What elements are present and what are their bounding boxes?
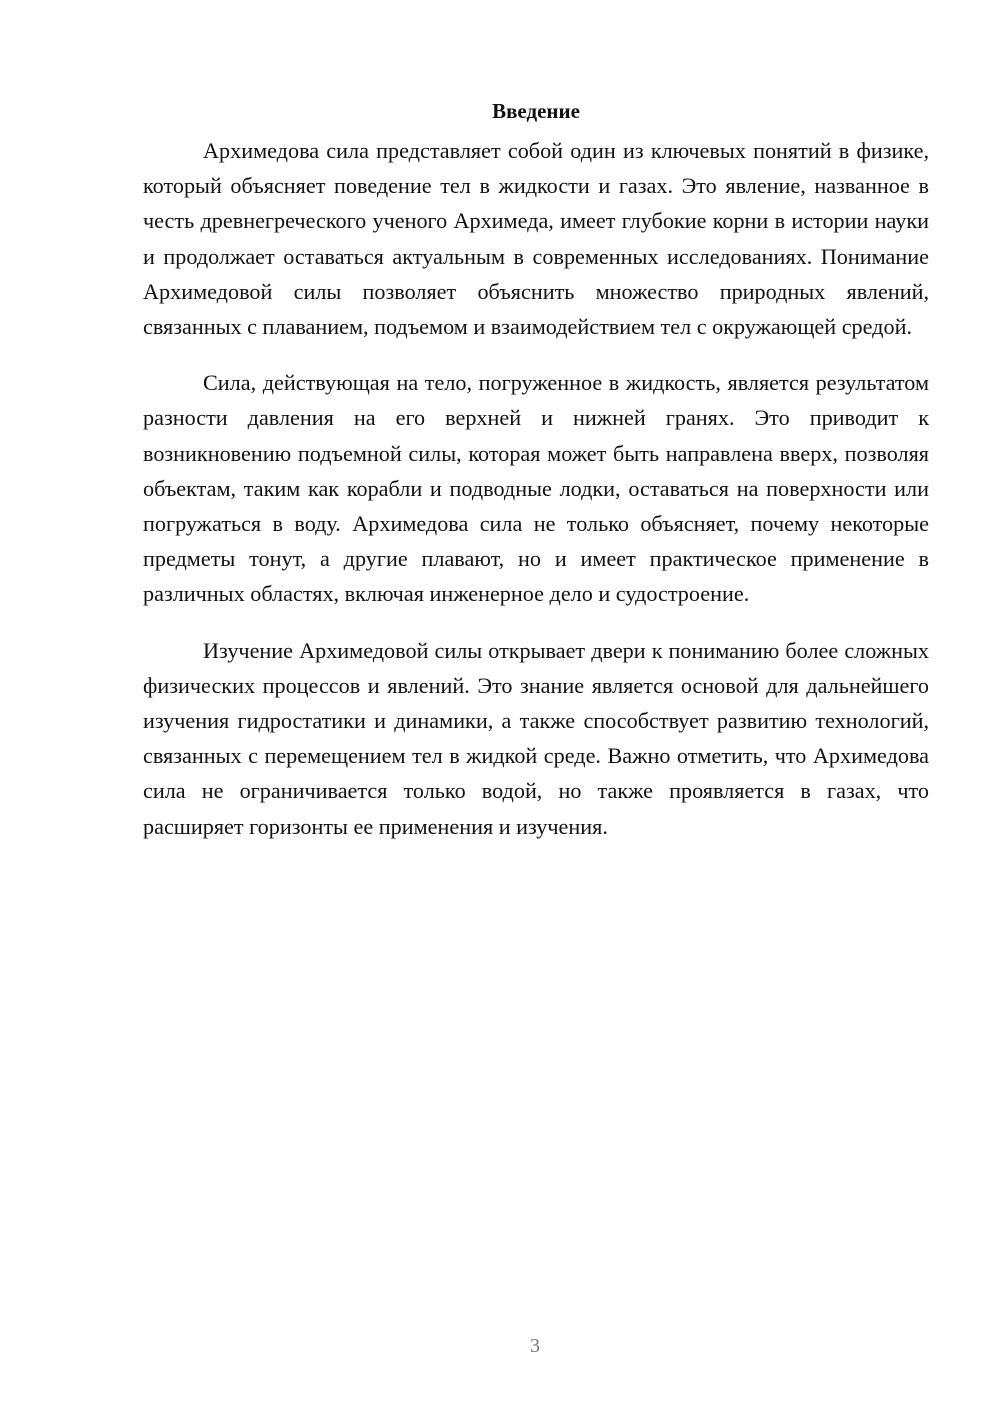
- paragraph-3: Изучение Архимедовой силы открывает двери к пониманию более сложных физических процессов и явлений. Это знание является основой для дальнейшего изучения гидростатики и динамики, а также способствует развитию технологий, связанных с перемещением тел в жидкой среде. Важно отметить, что Архимедова сила не ограничивается только водой, но также проявляется в газах, что расширяет горизонты ее применения и изучения.: [143, 637, 929, 839]
- page-number: 3: [530, 1335, 540, 1357]
- paragraph-2: Сила, действующая на тело, погруженное в жидкость, является результатом разности давления на его верхней и нижней гранях. Это приводит к возникновению подъемной силы, которая может быть направлена вверх, позволяя объектам, таким как корабли и подводные лодки, оставаться на поверхности или погружаться в воду. Архимедова сила не только объясняет, почему некоторые предметы тонут, а другие плавают, но и имеет практическое применение в различных областях, включая инженерное дело и судостроение.: [143, 370, 929, 607]
- page-content: [143, 96, 929, 865]
- paragraph-1: Архимедова сила представляет собой один из ключевых понятий в физике, который объясняет поведение тел в жидкости и газах. Это явление, названное в честь древнегреческого ученого Архимеда, имеет глубокие корни в истории науки и продолжает оставаться актуальным в современных исследованиях. Понимание Архимедовой силы позволяет объяснить множество природных явлений, связанных с плаванием, подъемом и взаимодействием тел с окружающей средой.: [143, 138, 929, 340]
- section-title: Введение: [492, 99, 580, 123]
